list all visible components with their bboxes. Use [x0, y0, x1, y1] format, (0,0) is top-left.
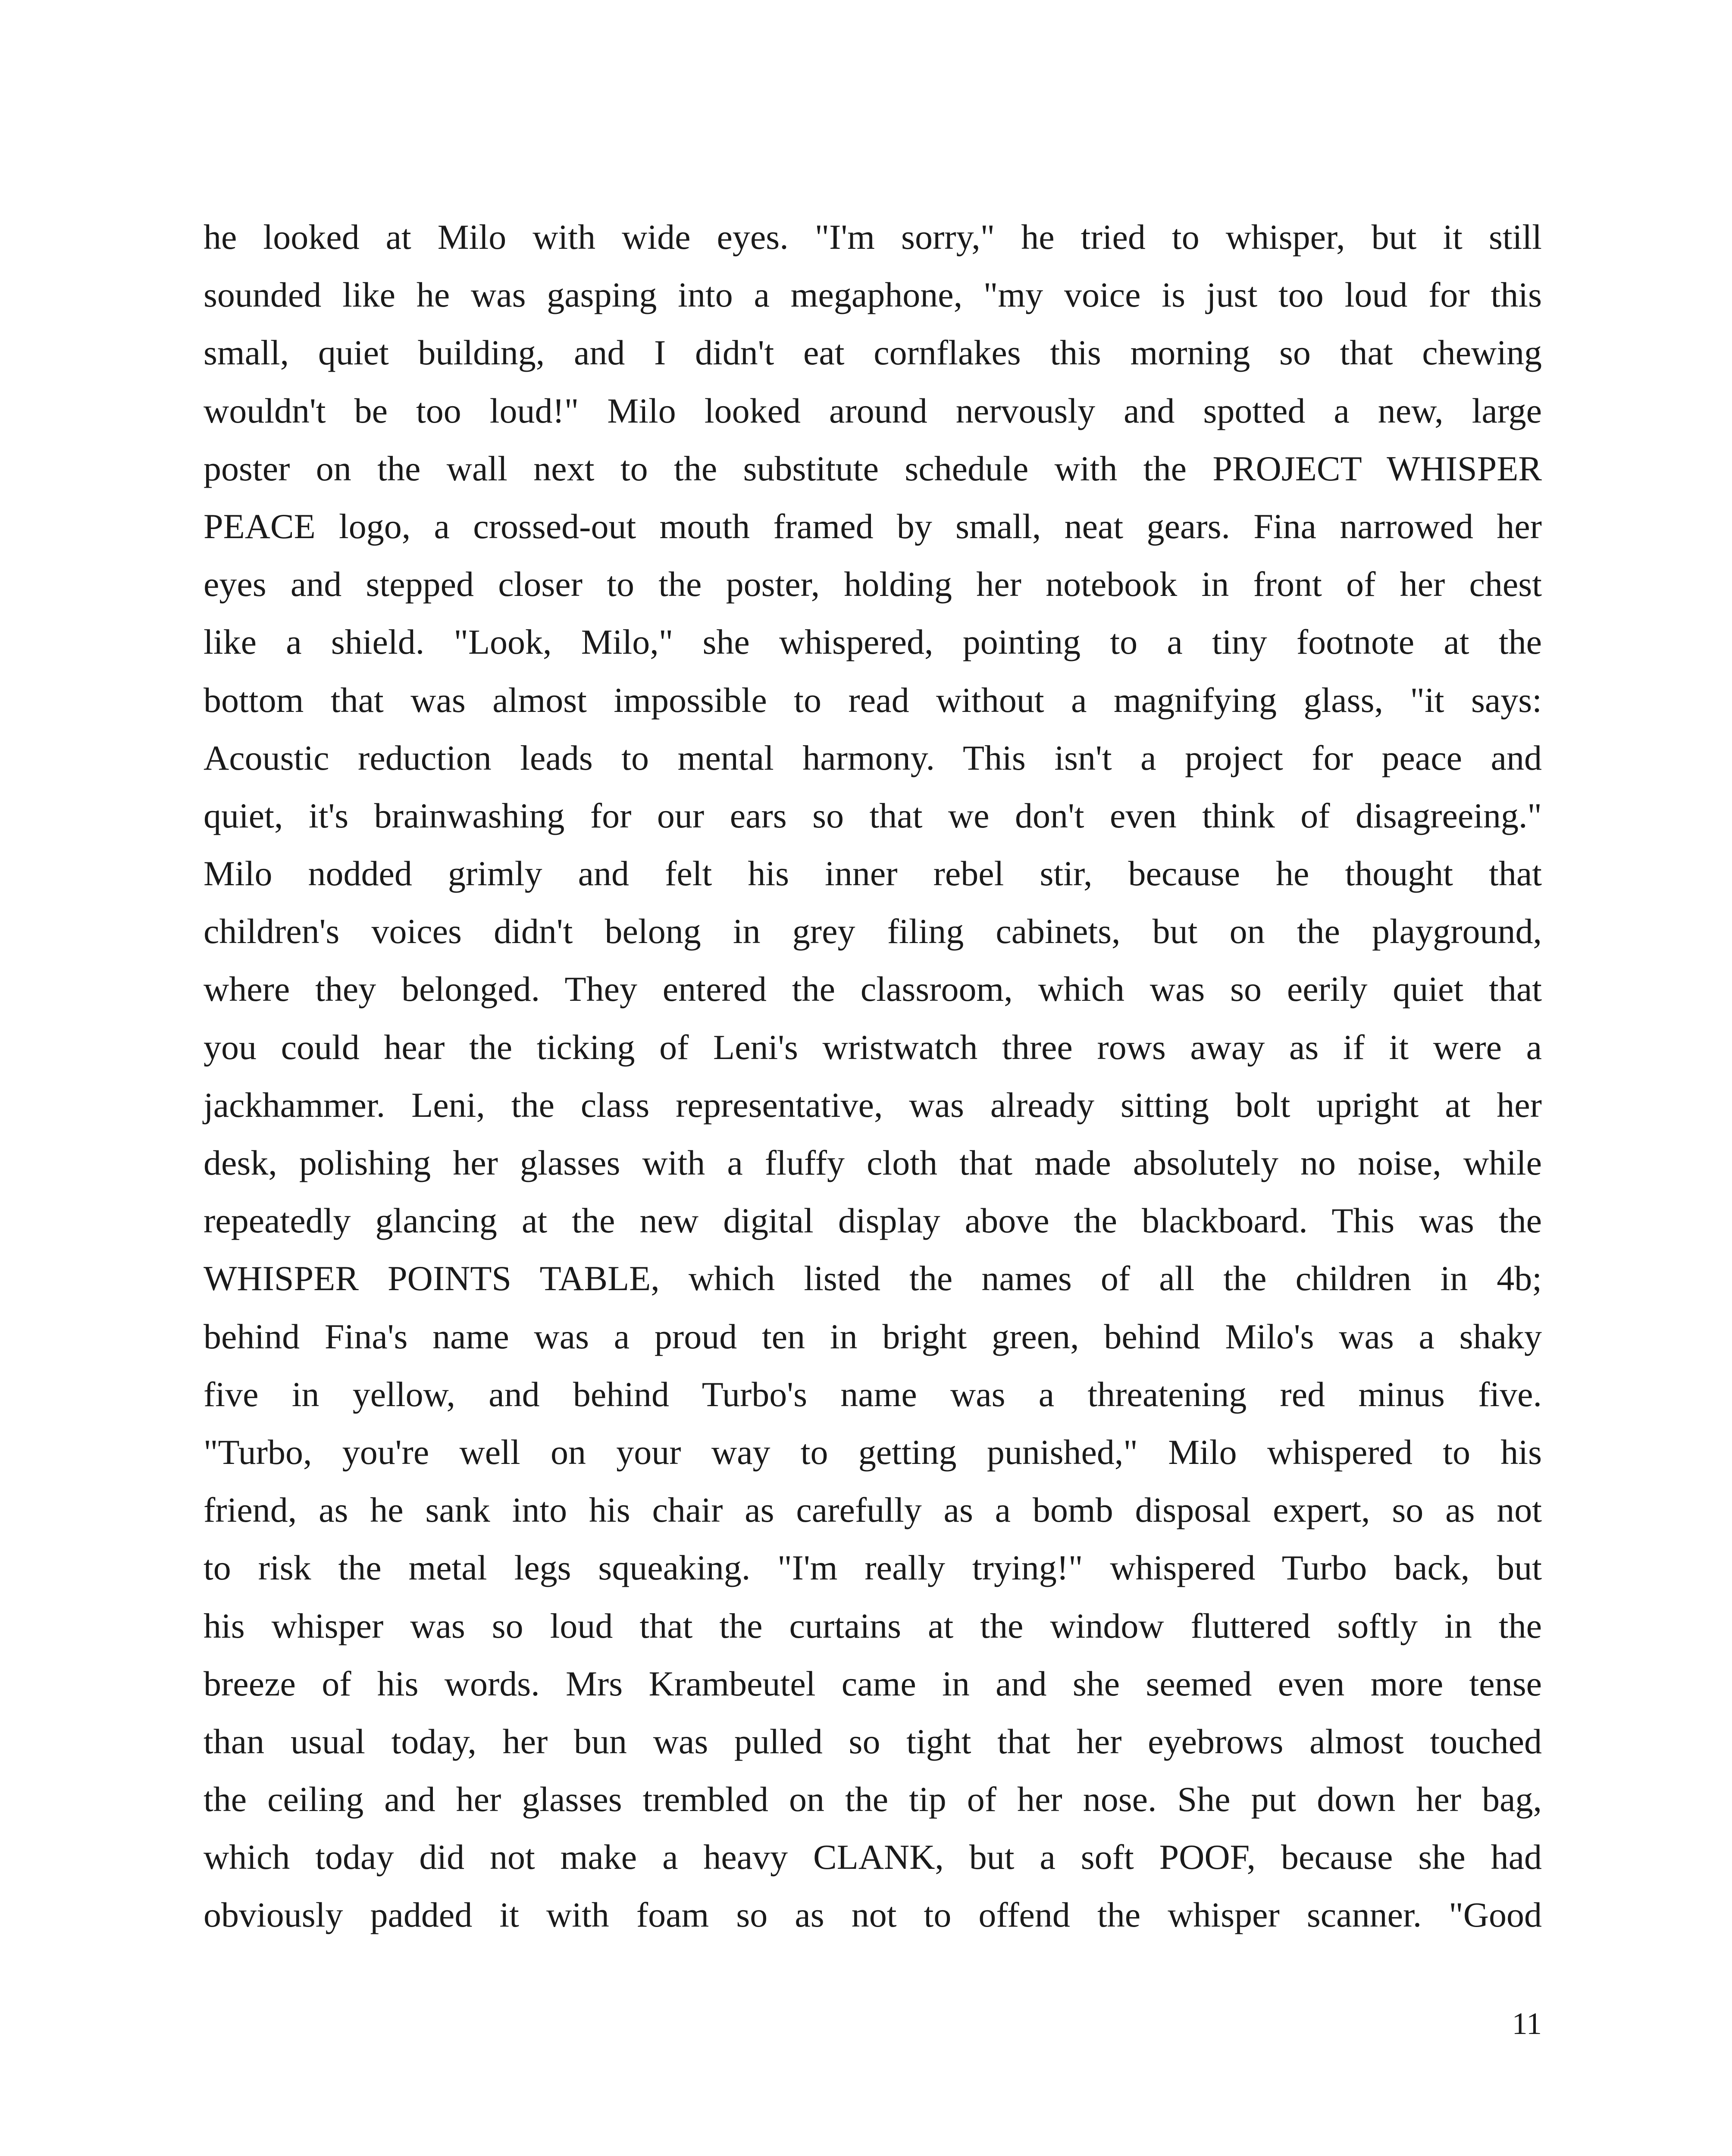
- text-line: where they belonged. They entered the classroom, which was so eerily quiet that: [204, 969, 1542, 1009]
- text-line: quiet, it's brainwashing for our ears so that we don't even think of disagreeing.": [204, 796, 1542, 835]
- text-line: poster on the wall next to the substitute schedule with the PROJECT WHISPER: [204, 448, 1542, 488]
- text-line: he looked at Milo with wide eyes. "I'm sorry," he tried to whisper, but it still: [204, 217, 1542, 257]
- text-line: bottom that was almost impossible to read without a magnifying glass, "it says:: [204, 680, 1542, 720]
- text-line: eyes and stepped closer to the poster, holding her notebook in front of her chest: [204, 564, 1542, 604]
- text-line: "Turbo, you're well on your way to getting punished," Milo whispered to his: [204, 1432, 1542, 1472]
- text-line: behind Fina's name was a proud ten in bright green, behind Milo's was a shaky: [204, 1316, 1542, 1356]
- text-line: desk, polishing her glasses with a fluffy cloth that made absolutely no noise, while: [204, 1143, 1542, 1182]
- text-line: friend, as he sank into his chair as carefully as a bomb disposal expert, so as not: [204, 1490, 1542, 1530]
- text-line: children's voices didn't belong in grey filing cabinets, but on the playground,: [204, 912, 1542, 951]
- text-line: you could hear the ticking of Leni's wristwatch three rows away as if it were a: [204, 1027, 1542, 1067]
- text-line: obviously padded it with foam so as not to offend the whisper scanner. "Good: [204, 1895, 1542, 1935]
- text-line: repeatedly glancing at the new digital display above the blackboard. This was the: [204, 1201, 1542, 1241]
- text-line: the ceiling and her glasses trembled on the tip of her nose. She put down her bag,: [204, 1780, 1542, 1819]
- text-line: five in yellow, and behind Turbo's name was a threatening red minus five.: [204, 1374, 1542, 1414]
- text-line: breeze of his words. Mrs Krambeutel came in and she seemed even more tense: [204, 1664, 1542, 1703]
- text-line: than usual today, her bun was pulled so tight that her eyebrows almost touched: [204, 1721, 1542, 1761]
- text-line: to risk the metal legs squeaking. "I'm really trying!" whispered Turbo back, but: [204, 1548, 1542, 1588]
- text-line: Milo nodded grimly and felt his inner rebel stir, because he thought that: [204, 854, 1542, 893]
- body-text: [204, 208, 1542, 1944]
- text-line: which today did not make a heavy CLANK, but a soft POOF, because she had: [204, 1837, 1542, 1877]
- text-line: sounded like he was gasping into a megaphone, "my voice is just too loud for this: [204, 275, 1542, 315]
- text-line: wouldn't be too loud!" Milo looked around nervously and spotted a new, large: [204, 391, 1542, 430]
- text-line: Acoustic reduction leads to mental harmony. This isn't a project for peace and: [204, 738, 1542, 777]
- text-line: WHISPER POINTS TABLE, which listed the names of all the children in 4b;: [204, 1259, 1542, 1298]
- text-line: PEACE logo, a crossed-out mouth framed by small, neat gears. Fina narrowed her: [204, 506, 1542, 546]
- text-line: jackhammer. Leni, the class representative, was already sitting bolt upright at her: [204, 1085, 1542, 1125]
- text-line: small, quiet building, and I didn't eat cornflakes this morning so that chewing: [204, 333, 1542, 373]
- text-line: his whisper was so loud that the curtains at the window fluttered softly in the: [204, 1606, 1542, 1645]
- page-number: 11: [1512, 2006, 1542, 2041]
- text-line: like a shield. "Look, Milo," she whispered, pointing to a tiny footnote at the: [204, 622, 1542, 662]
